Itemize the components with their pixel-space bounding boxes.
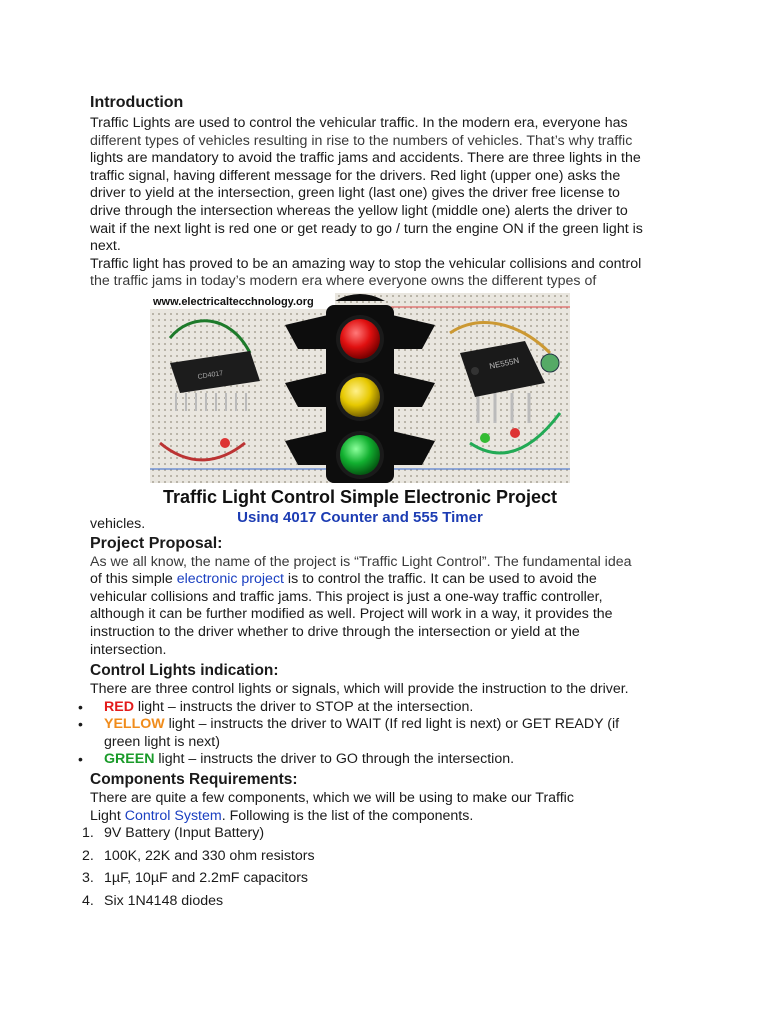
list-item xyxy=(82,845,690,868)
yellow-light-icon xyxy=(340,377,380,417)
list-item-text: green light is next) xyxy=(104,733,220,750)
text-line: different types of vehicles resulting in rise to the numbers of vehicles. That’s why traffic xyxy=(90,132,633,149)
components-heading: Components Requirements: xyxy=(90,771,298,789)
chip-left-label: CD4017 xyxy=(197,369,224,381)
text-line: the traffic jams in today’s modern era where everyone owns the different types of xyxy=(90,273,597,290)
control-lights-heading: Control Lights indication: xyxy=(90,662,279,680)
chip-right-label: NE555N xyxy=(488,355,521,371)
document-page xyxy=(82,93,690,912)
control-system-link[interactable]: Control System xyxy=(124,807,222,824)
text-line: instruction to the driver whether to drive through the intersection or yield at the xyxy=(90,623,580,640)
text-span: . Following is the list of the components. xyxy=(221,807,474,824)
text-line: intersection. xyxy=(90,641,167,658)
list-number: 4. xyxy=(82,892,94,909)
control-lights-list xyxy=(90,699,690,769)
intro-paragraph-1 xyxy=(90,115,690,256)
text-line: wait if the next light is red one or get ready to go / turn the engine ON if the green light is xyxy=(90,220,643,237)
text-line: next. xyxy=(90,238,121,255)
text-line: There are quite a few components, which we will be using to make our Traffic xyxy=(90,790,574,807)
red-keyword: RED xyxy=(104,698,134,715)
control-lights-intro: There are three control lights or signals, which will provide the instruction to the driver. xyxy=(90,681,629,698)
list-item-text: 100K, 22K and 330 ohm resistors xyxy=(104,847,315,864)
traffic-light xyxy=(285,294,435,483)
text-line: driver to yield at the intersection, green light (last one) gives the driver free license to xyxy=(90,185,620,202)
list-item xyxy=(90,751,690,769)
list-item xyxy=(90,716,690,751)
list-number: 1. xyxy=(82,825,94,842)
list-number: 3. xyxy=(82,870,94,887)
proposal-paragraph xyxy=(90,554,690,660)
text-span: Light xyxy=(90,807,125,824)
text-line xyxy=(90,571,690,589)
red-light-icon xyxy=(340,319,380,359)
text-line: As we all know, the name of the project is “Traffic Light Control”. The fundamental idea xyxy=(90,553,632,570)
intro-paragraph-2 xyxy=(90,256,690,291)
figure-caption-title: Traffic Light Control Simple Electronic Project xyxy=(162,486,558,507)
traffic-light-figure xyxy=(150,293,570,523)
list-number: 2. xyxy=(82,847,94,864)
yellow-keyword: YELLOW xyxy=(104,716,165,733)
green-keyword: GREEN xyxy=(104,751,155,768)
text-line: although it can be further modified as well. Project will work in a way, it provides the xyxy=(90,606,613,623)
list-item-text: 9V Battery (Input Battery) xyxy=(104,825,265,842)
text-line: vehicular collisions and traffic jams. This project is just a one-way traffic controller, xyxy=(90,588,603,605)
list-item xyxy=(82,867,690,890)
list-item-text: 1µF, 10µF and 2.2mF capacitors xyxy=(104,870,309,887)
list-item-text: light – instructs the driver to STOP at the intersection. xyxy=(133,698,474,715)
list-item-text: light – instructs the driver to WAIT (If red light is next) or GET READY (if xyxy=(164,716,620,733)
list-item xyxy=(90,699,690,717)
text-line: drive through the intersection whereas the yellow light (middle one) alerts the driver to xyxy=(90,202,628,219)
watermark-text: www.electricaltecchnology.org xyxy=(153,295,314,308)
text-span: is to control the traffic. It can be used to avoid the xyxy=(283,571,597,588)
proposal-heading: Project Proposal: xyxy=(90,534,223,552)
list-item xyxy=(82,890,690,913)
list-item-text: light – instructs the driver to GO through the intersection. xyxy=(154,751,515,768)
list-item-text: Six 1N4148 diodes xyxy=(104,892,224,909)
components-list xyxy=(82,822,690,912)
text-line: vehicles. xyxy=(90,515,146,532)
text-line: Traffic light has proved to be an amazing way to stop the vehicular collisions and control xyxy=(90,255,642,272)
intro-heading: Introduction xyxy=(90,94,184,111)
green-light-icon xyxy=(340,435,380,475)
text-line: traffic signal, having different message for the drivers. Red light (upper one) asks the xyxy=(90,167,621,184)
electronic-project-link[interactable]: electronic project xyxy=(176,571,284,588)
figure-caption-subtitle: Using 4017 Counter and 555 Timer xyxy=(237,508,483,523)
text-line: Traffic Lights are used to control the vehicular traffic. In the modern era, everyone has xyxy=(90,115,628,131)
list-item xyxy=(82,822,690,845)
text-line: lights are mandatory to avoid the traffic jams and accidents. There are three lights in the xyxy=(90,150,641,167)
traffic-light-illustration xyxy=(150,293,570,523)
text-span: of this simple xyxy=(90,571,177,588)
